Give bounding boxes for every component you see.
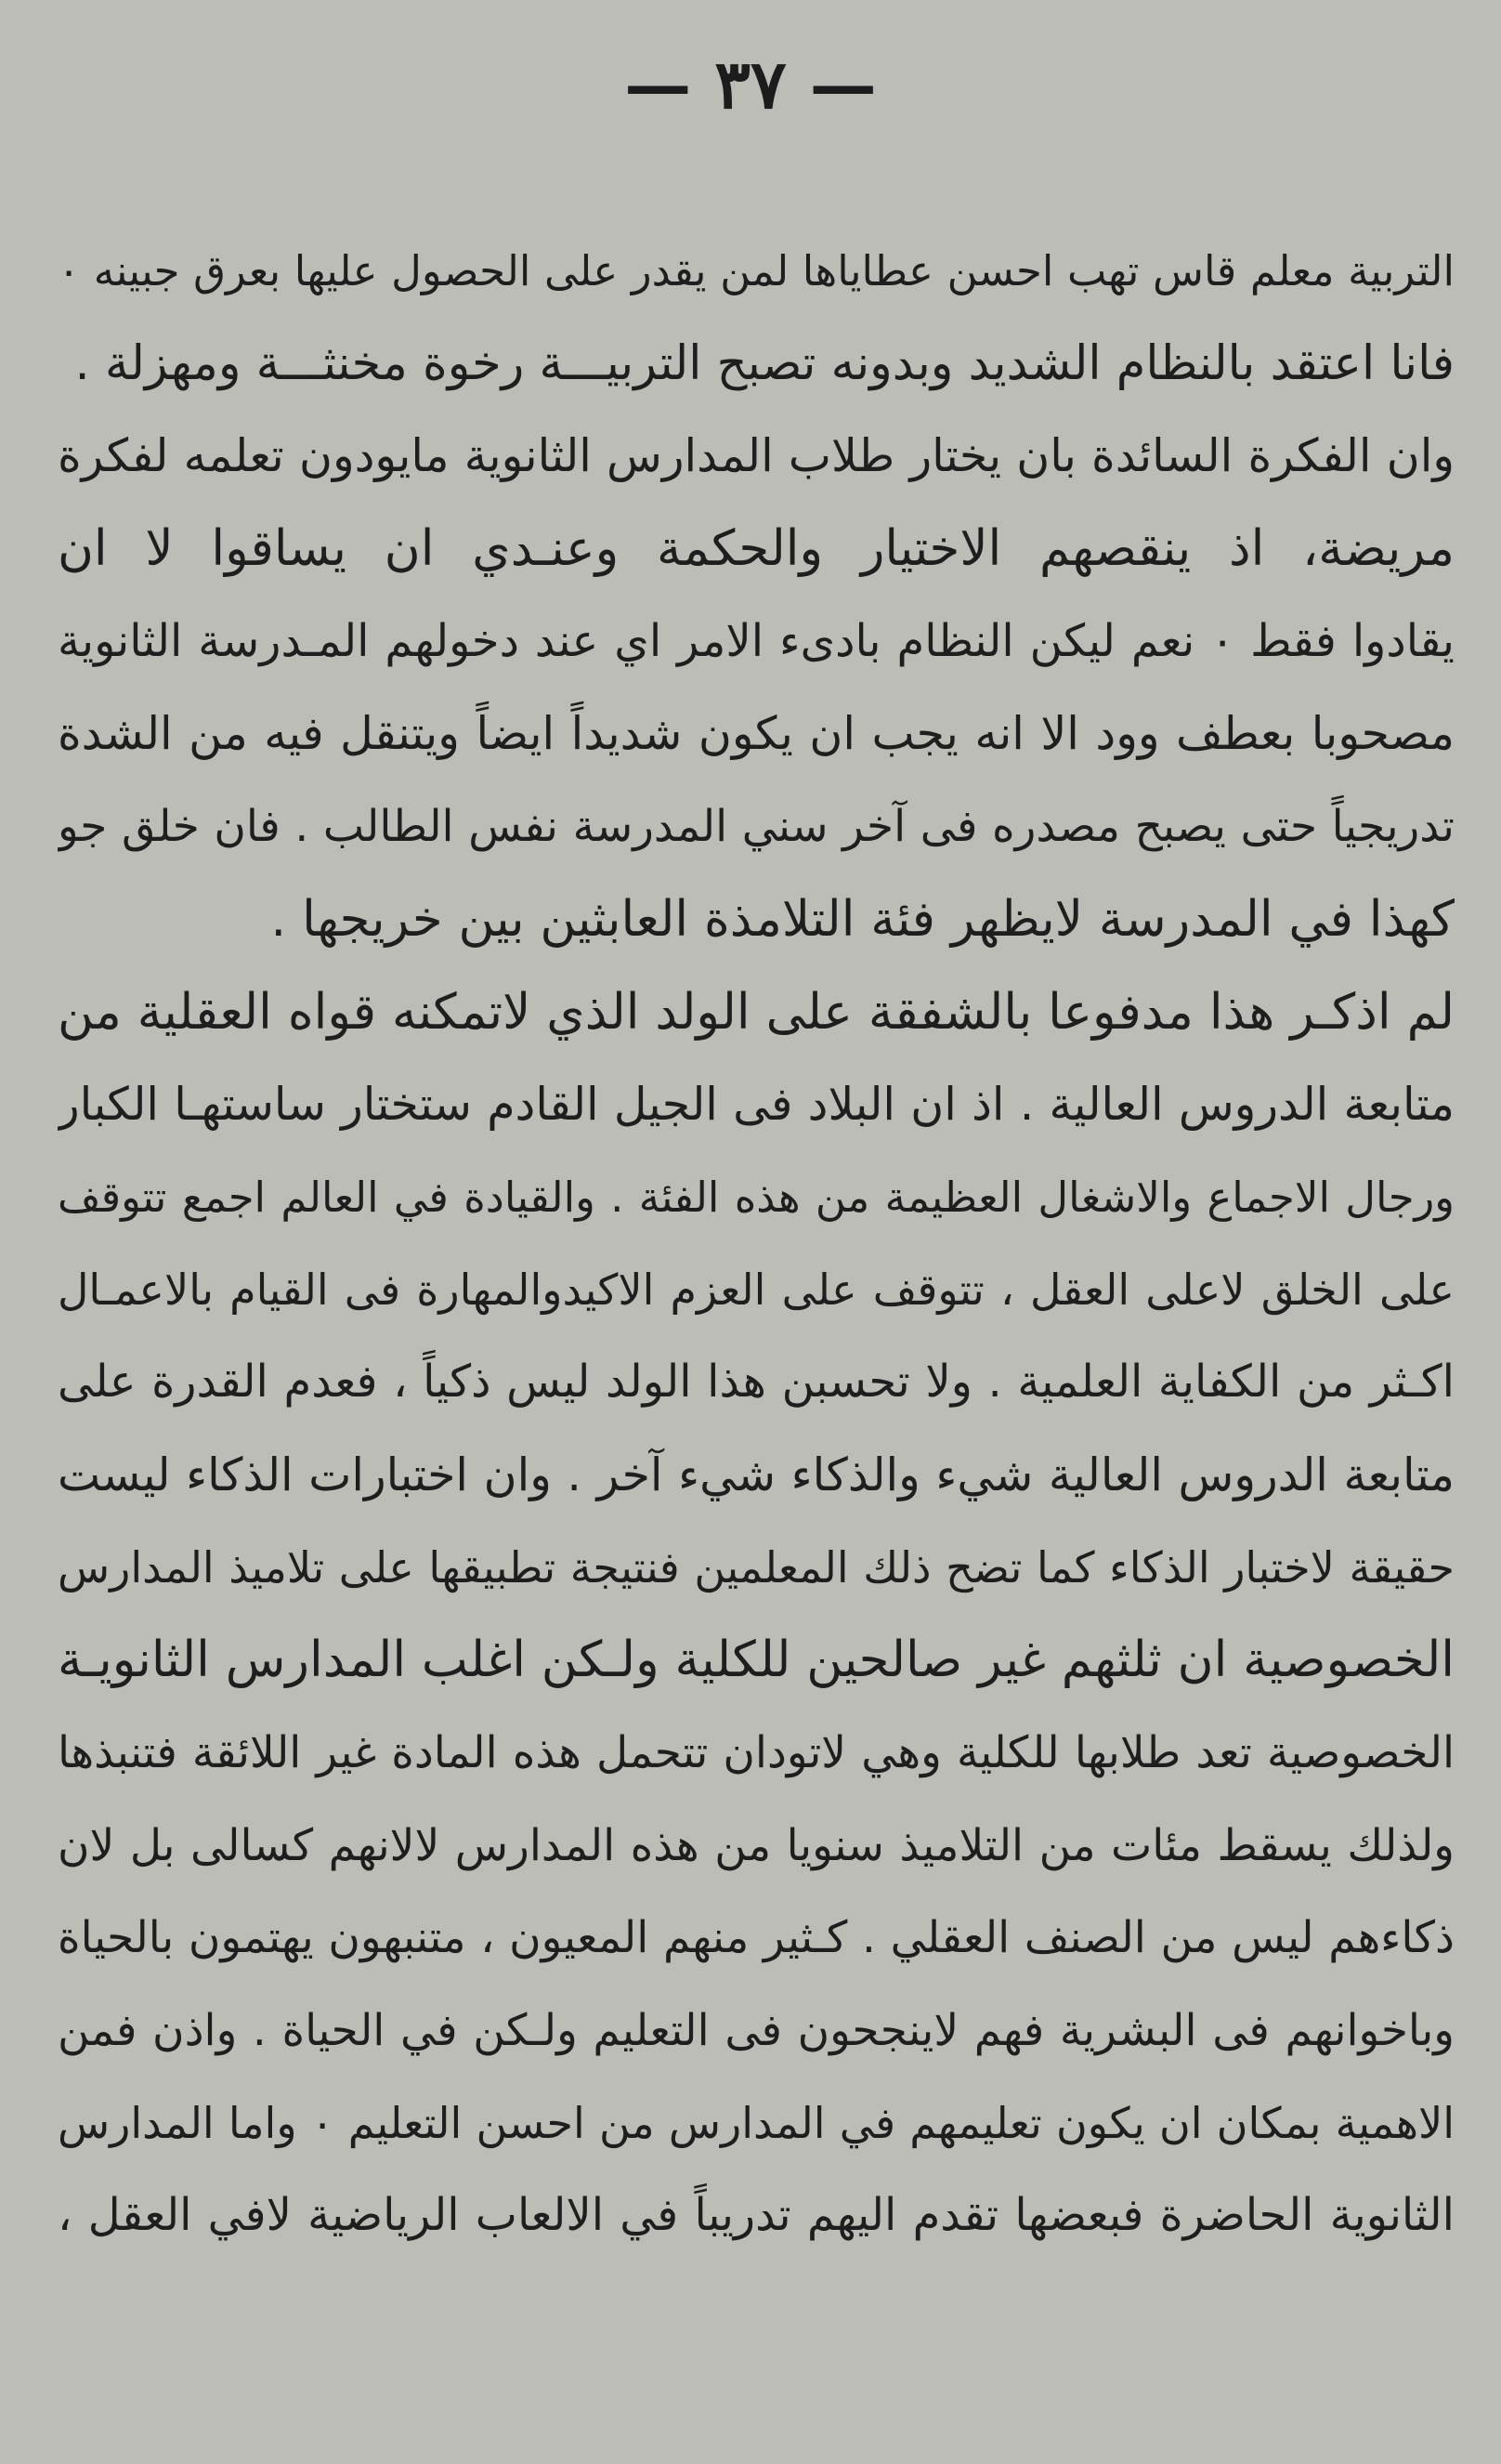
text-line: يقادوا فقط ٠ نعم ليكن النظام بادىء الامر اي عند دخولهم المـدرسة الثانوية — [58, 614, 1455, 667]
text-line: حقيقة لاختبار الذكاء كما تضح ذلك المعلمين فنتيجة تطبيقها على تلاميذ المدارس — [58, 1541, 1455, 1592]
text-line: مصحوبا بعطف وود الا انه يجب ان يكون شديداً ايضاً ويتنقل فيه من الشدة — [58, 707, 1455, 761]
text-line: متابعة الدروس العالية . اذ ان البلاد فى الجيل القادم ستختار ساستهـا الكبار — [58, 1078, 1455, 1132]
text-line: الثانوية الحاضرة فبعضها تقدم اليهم تدريباً في الالعاب الرياضية لافي العقل ، — [58, 2189, 1455, 2242]
text-line: الخصوصية تعد طلابها للكلية وهي لاتودان تتحمل هذه المادة غير اللائقة فتنبذها — [58, 1727, 1455, 1778]
text-line: فانا اعتقد بالنظام الشديد وبدونه تصبح التربيـــة رخوة مخنثـــة ومهزلة . — [74, 335, 1455, 391]
text-line: ولذلك يسقط مئات من التلاميذ سنويا من هذه المدارس لالانهم كسالى بل لان — [58, 1819, 1455, 1871]
text-line: الاهمية بمكان ان يكون تعليمهم في المدارس من احسن التعليم ٠ واما المدارس — [58, 2097, 1455, 2148]
text-line: لم اذكـر هذا مدفوعا بالشفقة على الولد الذي لاتمكنه قواه العقلية من — [58, 983, 1455, 1041]
text-line: وان الفكرة السائدة بان يختار طلاب المدارس الثانوية مايودون تعلمه لفكرة — [58, 429, 1455, 483]
text-line: متابعة الدروس العالية شيء والذكاء شيء آخر . وان اختبارات الذكاء ليست — [58, 1448, 1455, 1501]
text-line: مريضة، اذ ينقصهم الاختيار والحكمة وعنـدي ان يساقوا لا ان — [58, 520, 1455, 578]
text-line: ورجال الاجماع والاشغال العظيمة من هذه الفئة . والقيادة في العالم اجمع تتوقف — [58, 1172, 1455, 1222]
text-line: اكـثر من الكفاية العلمية . ولا تحسبن هذا الولد ليس ذكياً ، فعدم القدرة على — [58, 1356, 1455, 1409]
text-line: وباخوانهم فى البشرية فهم لاينجحون فى التعليم ولـكن في الحياة . واذن فمن — [58, 2005, 1455, 2057]
page-number: — ٣٧ — — [624, 45, 877, 124]
text-line: تدريجياً حتى يصبح مصدره فى آخر سني المدرسة نفس الطالب . فان خلق جو — [58, 801, 1455, 853]
text-line: التربية معلم قاس تهب احسن عطاياها لمن يقدر على الحصول عليها بعرق جبينه ٠ — [58, 246, 1455, 295]
text-line: ذكاءهم ليس من الصنف العقلي . كـثير منهم المعيون ، متنبهون يهتمون بالحياة — [58, 1912, 1455, 1964]
text-line: الخصوصية ان ثلثهم غير صالحين للكلية ولـكن اغلب المدارس الثانويـة — [58, 1632, 1455, 1689]
text-line: كهذا في المدرسة لايظهر فئة التلامذة العابثين بين خريجها . — [270, 890, 1455, 948]
text-line: على الخلق لاعلى العقل ، تتوقف على العزم الاكيدوالمهارة فى القيام بالاعمـال — [58, 1264, 1455, 1315]
body-text — [58, 225, 1455, 2262]
